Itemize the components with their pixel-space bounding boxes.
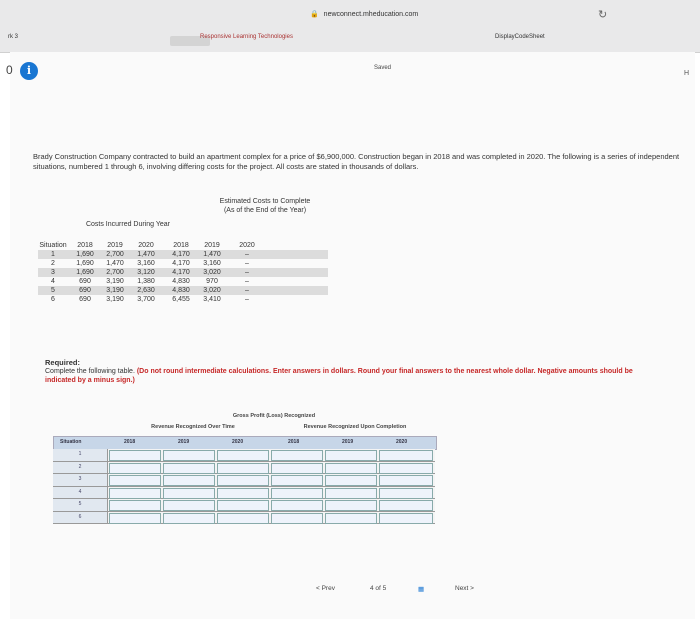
- cell: –: [245, 296, 249, 303]
- answer-input[interactable]: [109, 488, 161, 499]
- cell: 3,700: [137, 296, 155, 303]
- cell: –: [245, 278, 249, 285]
- prev-button[interactable]: < Prev: [316, 585, 335, 592]
- answer-input[interactable]: [325, 463, 377, 474]
- answer-row: [53, 462, 435, 475]
- answer-input[interactable]: [217, 500, 269, 511]
- cell: 3,020: [203, 269, 221, 276]
- answer-row: [53, 512, 435, 525]
- answer-input[interactable]: [325, 500, 377, 511]
- col-header: Situation: [39, 242, 67, 249]
- cell: 4,170: [172, 251, 190, 258]
- answer-input[interactable]: [379, 500, 433, 511]
- answer-input[interactable]: [379, 488, 433, 499]
- answer-input[interactable]: [379, 463, 433, 474]
- cell: 1: [51, 251, 55, 258]
- answer-input[interactable]: [379, 475, 433, 486]
- cell: 1,690: [76, 269, 94, 276]
- cell: 3,190: [106, 278, 124, 285]
- side-letter: H: [684, 70, 690, 77]
- lock-icon: 🔒: [310, 11, 319, 18]
- answer-input[interactable]: [271, 463, 323, 474]
- col-header-year: 2018: [124, 439, 136, 445]
- table-row: [38, 286, 328, 295]
- answer-input[interactable]: [379, 513, 433, 524]
- saved-status: Saved: [374, 65, 392, 71]
- cell: 4,830: [172, 287, 190, 294]
- answer-table-column-headers: [53, 436, 437, 450]
- cell: 690: [79, 296, 91, 303]
- answer-row: [53, 487, 435, 500]
- upon-completion-header: Revenue Recognized Upon Completion: [303, 424, 407, 430]
- col-header: 2020: [239, 242, 255, 249]
- answer-row: [53, 474, 435, 487]
- answer-table-body: [53, 449, 435, 524]
- required-instructions: [45, 367, 655, 385]
- answer-input[interactable]: [163, 475, 215, 486]
- answer-input[interactable]: [325, 450, 377, 461]
- table-row: [38, 250, 328, 259]
- table-row: [38, 295, 328, 304]
- situation-label: 5: [53, 499, 108, 511]
- cell: 4,170: [172, 260, 190, 267]
- situation-label: 2: [53, 462, 108, 474]
- over-time-header: Revenue Recognized Over Time: [151, 424, 235, 430]
- situation-label: 1: [53, 449, 108, 461]
- cell: 3,020: [203, 287, 221, 294]
- required-text: Complete the following table.: [45, 368, 135, 375]
- answer-row: [53, 449, 435, 462]
- cell: 2,700: [106, 269, 124, 276]
- cell: 5: [51, 287, 55, 294]
- cell: 2,630: [137, 287, 155, 294]
- cell: 690: [79, 278, 91, 285]
- answer-input[interactable]: [109, 500, 161, 511]
- info-icon[interactable]: i: [20, 62, 38, 80]
- answer-input[interactable]: [163, 463, 215, 474]
- cell: 1,470: [203, 251, 221, 258]
- col-header: 2019: [107, 242, 123, 249]
- col-header: 2019: [204, 242, 220, 249]
- col-header-year: 2020: [396, 439, 408, 445]
- costs-incurred-header: Costs Incurred During Year: [85, 221, 171, 228]
- cell: 3,160: [203, 260, 221, 267]
- col-header-year: 2018: [288, 439, 300, 445]
- address-bar[interactable]: [310, 10, 610, 24]
- cell: 4,170: [172, 269, 190, 276]
- reload-icon[interactable]: ↻: [598, 9, 608, 21]
- situation-label: 3: [53, 474, 108, 486]
- required-label: Required:: [45, 358, 81, 367]
- col-header-year: 2019: [342, 439, 354, 445]
- answer-input[interactable]: [217, 513, 269, 524]
- cell: –: [245, 260, 249, 267]
- cell: 970: [206, 278, 218, 285]
- answer-input[interactable]: [163, 500, 215, 511]
- col-header: 2018: [173, 242, 189, 249]
- url-text: newconnect.mheducation.com: [323, 11, 419, 18]
- table-row: [38, 259, 328, 268]
- answer-input[interactable]: [271, 488, 323, 499]
- answer-input[interactable]: [109, 475, 161, 486]
- cell: 3: [51, 269, 55, 276]
- cell: 1,690: [76, 251, 94, 258]
- answer-input[interactable]: [325, 513, 377, 524]
- required-note: (Do not round intermediate calculations. Enter answers in dollars. Round your final answers to the nearest whole dollar. Negative amounts should be indicated by a minus sign.): [45, 368, 633, 384]
- tab-display-code-sheet[interactable]: DisplayCodeSheet: [495, 34, 545, 40]
- answer-input[interactable]: [271, 513, 323, 524]
- table-row: [38, 277, 328, 286]
- cell: 2,700: [106, 251, 124, 258]
- cell: 3,190: [106, 296, 124, 303]
- tab-responsive-learning[interactable]: Responsive Learning Technologies: [200, 34, 293, 40]
- problem-intro: Brady Construction Company contracted to build an apartment complex for a price of $6,900,000. Construction began in 2018 and was completed in 2020. The following is a series of independent situations, numbered 1 through 6, involving differing costs for the project. All costs are stated in thousands of dollars.: [33, 152, 680, 171]
- col-header: 2020: [138, 242, 154, 249]
- cell: 3,160: [137, 260, 155, 267]
- cell: 3,120: [137, 269, 155, 276]
- cell: 4: [51, 278, 55, 285]
- answer-input[interactable]: [217, 463, 269, 474]
- tab-bar: [0, 32, 700, 50]
- answer-input[interactable]: [379, 450, 433, 461]
- cell: 3,190: [106, 287, 124, 294]
- cell: 1,690: [76, 260, 94, 267]
- cell: 3,410: [203, 296, 221, 303]
- answer-table: [53, 410, 435, 572]
- cell: 6: [51, 296, 55, 303]
- answer-input[interactable]: [217, 450, 269, 461]
- next-button[interactable]: Next >: [455, 585, 474, 592]
- answer-input[interactable]: [109, 450, 161, 461]
- situation-label: 4: [53, 487, 108, 499]
- answer-input[interactable]: [271, 500, 323, 511]
- cell: 4,830: [172, 278, 190, 285]
- tab-left[interactable]: rk 3: [8, 34, 19, 40]
- answer-input[interactable]: [325, 475, 377, 486]
- answer-input[interactable]: [217, 488, 269, 499]
- cell: 2: [51, 260, 55, 267]
- situation-label: 6: [53, 512, 108, 524]
- answer-input[interactable]: [325, 488, 377, 499]
- cell: –: [245, 269, 249, 276]
- cell: 1,470: [106, 260, 124, 267]
- grid-icon[interactable]: ▦: [418, 586, 425, 593]
- cell: –: [245, 287, 249, 294]
- step-number: 0: [6, 63, 13, 77]
- cell: 1,380: [137, 278, 155, 285]
- answer-input[interactable]: [271, 450, 323, 461]
- answer-input[interactable]: [163, 513, 215, 524]
- answer-input[interactable]: [163, 450, 215, 461]
- cell: –: [245, 251, 249, 258]
- cell: 6,455: [172, 296, 190, 303]
- table-row: [38, 268, 328, 277]
- answer-row: [53, 499, 435, 512]
- estimated-costs-header: Estimated Costs to Complete (As of the End of the Year): [219, 198, 311, 214]
- answer-input[interactable]: [109, 513, 161, 524]
- answer-input[interactable]: [109, 463, 161, 474]
- answer-input[interactable]: [271, 475, 323, 486]
- gross-profit-header: Gross Profit (Loss) Recognized: [232, 413, 316, 419]
- cell: 690: [79, 287, 91, 294]
- page-indicator: 4 of 5: [370, 585, 387, 592]
- browser-toolbar: [0, 0, 700, 53]
- col-header-year: 2020: [232, 439, 244, 445]
- col-header: 2018: [77, 242, 93, 249]
- answer-input[interactable]: [217, 475, 269, 486]
- cell: 1,470: [137, 251, 155, 258]
- answer-input[interactable]: [163, 488, 215, 499]
- col-header-situation: Situation: [60, 439, 82, 445]
- col-header-year: 2019: [178, 439, 190, 445]
